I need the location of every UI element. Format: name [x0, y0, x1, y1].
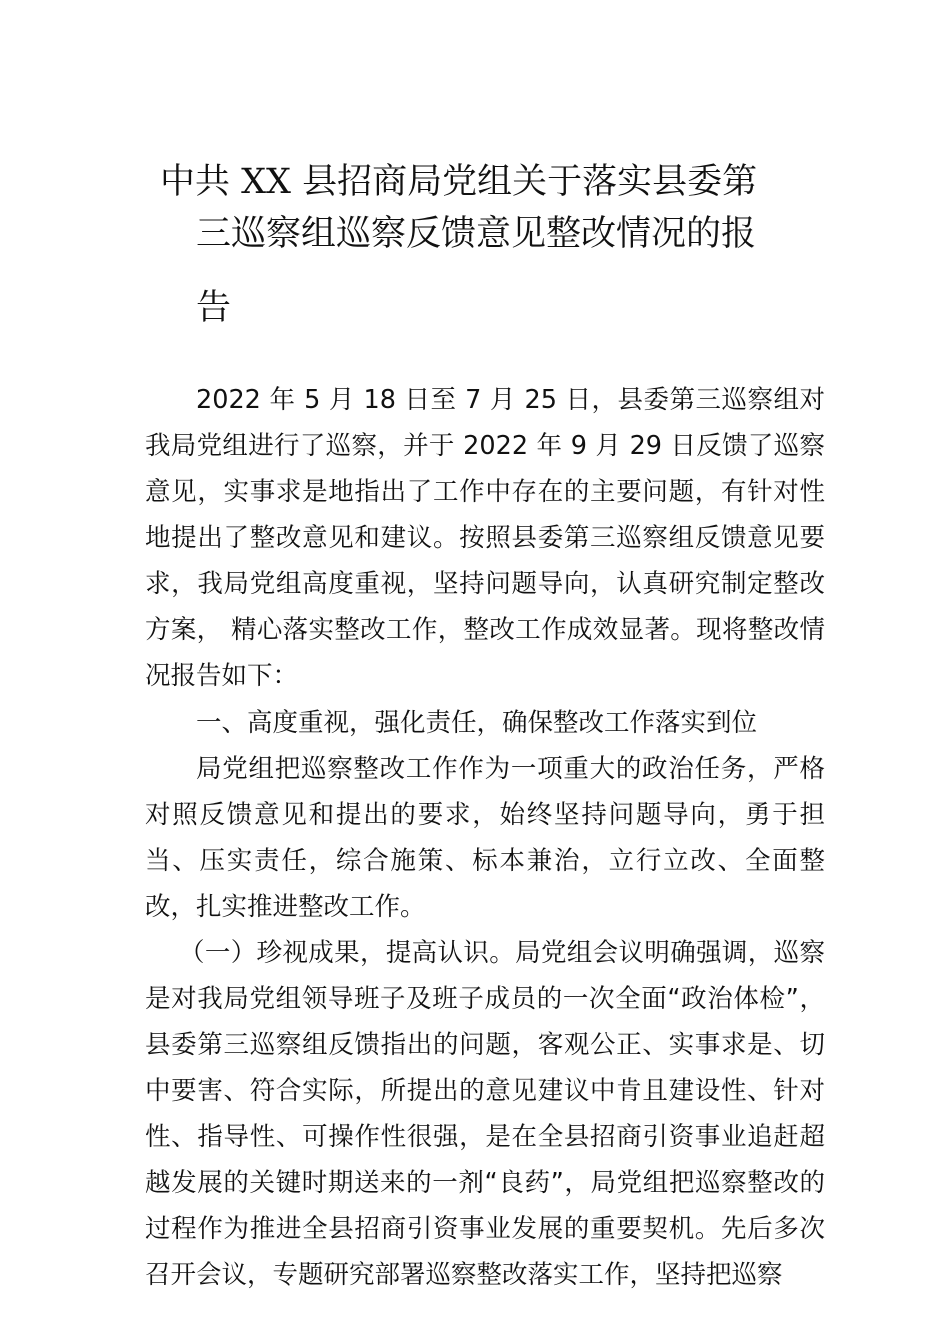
paragraph-intro: 2022 年 5 月 18 日至 7 月 25 日，县委第三巡察组对我局党组进行了巡察，并于 2022 年 9 月 29 日反馈了巡察意见，实事求是地指出了工作中存在的主要问题，有针对性地提出了整改意见和建议。按照县委第三巡察组反馈意见要求，我局党组高度重视，坚持问题导向，认真研究制定整改方案， 精心落实整改工作，整改工作成效显著。现将整改情况报告如下：	[145, 385, 825, 691]
document-title-line-3: 告	[196, 288, 232, 328]
document-title-line-1: 中共 XX 县招商局党组关于落实县委第	[160, 162, 758, 202]
section-heading-1: 一、高度重视，强化责任，确保整改工作落实到位	[196, 708, 758, 738]
paragraph-subsection-1: （一）珍视成果，提高认识。局党组会议明确强调，巡察是对我局党组领导班子及班子成员的一次全面“政治体检”，县委第三巡察组反馈指出的问题，客观公正、实事求是、切中要害、符合实际，所提出的意见建议中肯且建设性、针对性、指导性、可操作性很强，是在全县招商引资事业追赶超越发展的关键时期送来的一剂“良药”，局党组把巡察整改的过程作为推进全县招商引资事业发展的重要契机。先后多次召开会议，专题研究部署巡察整改落实工作，坚持把巡察	[145, 938, 825, 1290]
paragraph-section-1: 局党组把巡察整改工作作为一项重大的政治任务，严格对照反馈意见和提出的要求，始终坚持问题导向，勇于担当、压实责任，综合施策、标本兼治，立行立改、全面整改，扎实推进整改工作。	[145, 754, 825, 922]
document-title-line-2: 三巡察组巡察反馈意见整改情况的报	[196, 214, 757, 254]
